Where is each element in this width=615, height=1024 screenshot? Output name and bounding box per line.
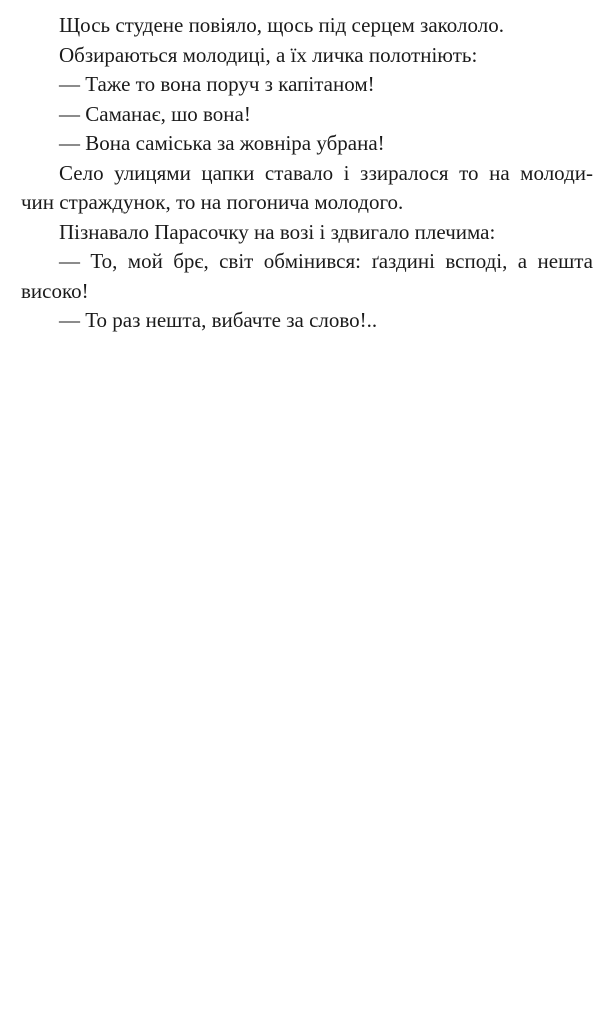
dialogue-line <box>21 247 593 277</box>
dialogue-line <box>21 306 593 336</box>
paragraph <box>21 41 593 71</box>
page-text <box>21 11 593 336</box>
text-line: — То раз нешта, вибачте за слово!.. <box>59 308 378 332</box>
text-line: Пізнавало Парасочку на возі і здвигало плечима: <box>59 219 496 244</box>
text-line: — Вона саміська за жовніра убрана! <box>59 131 385 155</box>
dialogue-line <box>21 70 593 100</box>
text-line: — Таже то вона поруч з капітаном! <box>59 72 375 96</box>
text-line: чин страждунок, то на погонича молодого. <box>21 190 404 214</box>
text-line: Село улицями цапки ставало і ззиралося то на молоди- <box>59 160 593 185</box>
text-line: Щось студене повіяло, щось під серцем закололо. <box>59 13 504 37</box>
text-line: Обзираються молодиці, а їх личка полотніють: <box>59 42 478 67</box>
paragraph-continuation <box>21 277 593 307</box>
paragraph <box>21 11 593 41</box>
text-line: — То, мой брє, світ обмінився: ґаздині всподі, а нешта <box>59 249 593 273</box>
paragraph-continuation <box>21 188 593 218</box>
paragraph <box>21 159 593 189</box>
text-line: — Саманає, шо вона! <box>59 101 251 126</box>
dialogue-line <box>21 129 593 159</box>
dialogue-line <box>21 100 593 130</box>
paragraph <box>21 218 593 248</box>
text-line: високо! <box>21 278 89 303</box>
